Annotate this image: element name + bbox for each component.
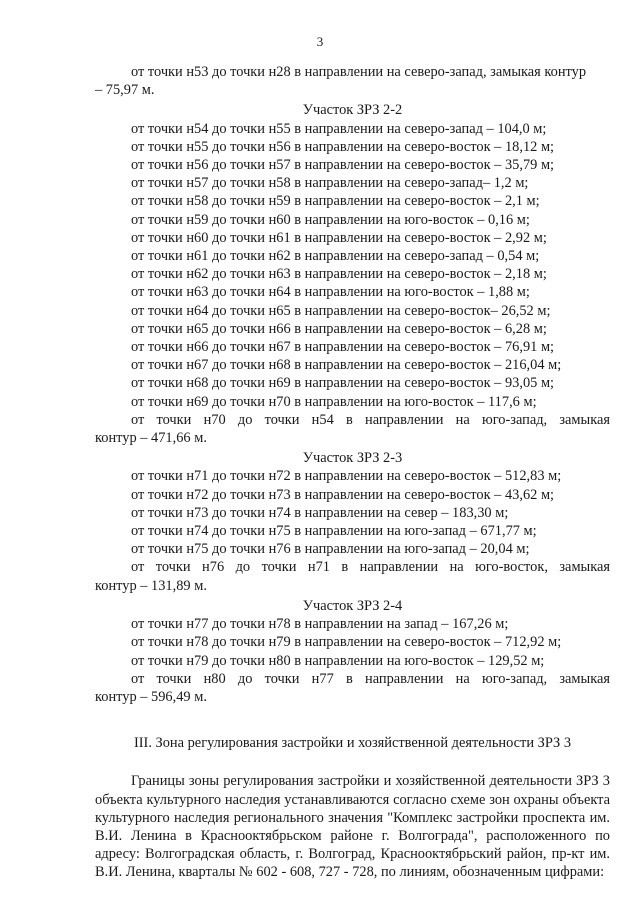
boundary-line: от точки н79 до точки н80 в направлении на юго-восток – 129,52 м;: [131, 652, 545, 669]
boundary-line: от точки н62 до точки н63 в направлении на северо-восток – 2,18 м;: [131, 266, 547, 283]
zone-2-3-list: [95, 467, 610, 594]
document-body: [95, 63, 610, 882]
page-number: 3: [316, 34, 324, 49]
boundary-line: от точки н71 до точки н72 в направлении на северо-восток – 512,83 м;: [131, 468, 562, 485]
boundary-line: от точки н67 до точки н68 в направлении на северо-восток – 216,04 м;: [131, 357, 562, 374]
boundary-line: от точки н56 до точки н57 в направлении на северо-восток – 35,79 м;: [131, 157, 555, 174]
boundary-line: от точки н59 до точки н60 в направлении на юго-восток – 0,16 м;: [131, 211, 530, 228]
boundary-line: от точки н72 до точки н73 в направлении на северо-восток – 43,62 м;: [131, 486, 555, 503]
boundary-line: от точки н68 до точки н69 в направлении на северо-восток – 93,05 м;: [131, 375, 555, 392]
zone-2-3-title: Участок ЗРЗ 2-3: [302, 450, 403, 467]
closing-line: от точки н70 до точки н54 в направлении на юго-запад, замыкая: [131, 411, 610, 428]
boundary-line: от точки н54 до точки н55 в направлении на северо-запад – 104,0 м;: [131, 120, 547, 137]
closing-line: контур – 596,49 м.: [95, 688, 207, 705]
boundary-line: от точки н65 до точки н66 в направлении на северо-восток – 6,28 м;: [131, 320, 547, 337]
zone-2-4-list: [95, 615, 610, 706]
closing-line: контур – 131,89 м.: [95, 577, 207, 594]
section-3-heading: III. Зона регулирования застройки и хозяйственной деятельности ЗРЗ 3: [133, 735, 572, 752]
boundary-line: от точки н61 до точки н62 в направлении на северо-запад – 0,54 м;: [131, 248, 540, 265]
boundary-line: от точки н64 до точки н65 в направлении на северо-восток– 26,52 м;: [131, 302, 551, 319]
zone-2-2-list: [95, 120, 610, 448]
boundary-line: от точки н60 до точки н61 в направлении на северо-восток – 2,92 м;: [131, 229, 547, 246]
boundary-line: от точки н77 до точки н78 в направлении на запад – 167,26 м;: [131, 616, 509, 633]
boundary-line: от точки н75 до точки н76 в направлении на юго-запад – 20,04 м;: [131, 541, 530, 558]
section-3-paragraph: Границы зоны регулирования застройки и хозяйственной деятельности ЗРЗ 3 объекта культурного наследия устанавливаются согласно схеме зон охраны объекта культурного наследия регионального значения "Комплекс застройки проспекта им. В.И. Ленина в Краснооктябрьском районе г. Волгограда", расположенного по адресу: Волгоградская область, г. Волгоград, Краснооктябрьский район, пр-кт им. В.И. Ленина, кварталы № 602 - 608, 727 - 728, по линиям, обозначенным цифрами:: [95, 773, 610, 881]
boundary-line: от точки н69 до точки н70 в направлении на юго-восток – 117,6 м;: [131, 393, 537, 410]
boundary-line: – 75,97 м.: [95, 82, 155, 99]
boundary-line: от точки н58 до точки н59 в направлении на северо-восток – 2,1 м;: [131, 193, 540, 210]
closing-line: от точки н80 до точки н77 в направлении на юго-запад, замыкая: [131, 670, 610, 687]
boundary-line: от точки н63 до точки н64 в направлении на юго-восток – 1,88 м;: [131, 284, 530, 301]
zone-2-2-title: Участок ЗРЗ 2-2: [302, 102, 403, 119]
boundary-line: от точки н74 до точки н75 в направлении на юго-запад – 671,77 м;: [131, 523, 537, 540]
boundary-line: от точки н53 до точки н28 в направлении на северо-запад, замыкая контур: [131, 64, 587, 80]
boundary-line: от точки н55 до точки н56 в направлении на северо-восток – 18,12 м;: [131, 138, 555, 155]
boundary-line: от точки н73 до точки н74 в направлении на север – 183,30 м;: [131, 504, 509, 521]
zone-2-4-title: Участок ЗРЗ 2-4: [302, 597, 403, 614]
boundary-line: от точки н78 до точки н79 в направлении на северо-восток – 712,92 м;: [131, 634, 562, 651]
boundary-line: от точки н66 до точки н67 в направлении на северо-восток – 76,91 м;: [131, 339, 555, 356]
boundary-line: от точки н57 до точки н58 в направлении на северо-запад– 1,2 м;: [131, 175, 529, 192]
closing-line: контур – 471,66 м.: [95, 430, 207, 447]
closing-line: от точки н76 до точки н71 в направлении на юго-восток, замыкая: [131, 559, 610, 576]
